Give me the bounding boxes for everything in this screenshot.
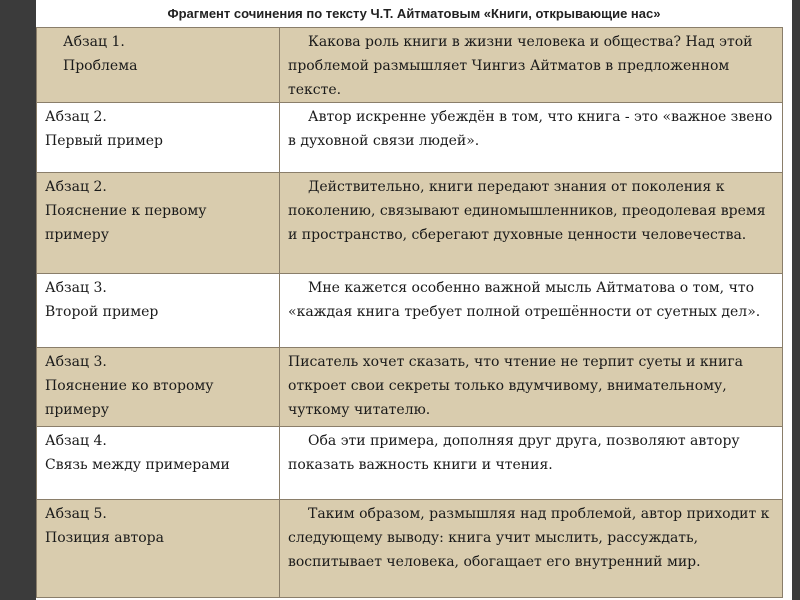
row-label-role: Пояснение к первому примеру [45,203,207,243]
row-text: Действительно, книги передают знания от поколения к поколению, связывают единомышленников, преодолевая время и пространство, сберегают духовные ценности человечества. [288,179,766,243]
table-row-paragraph-2-example [37,103,783,173]
table-row-paragraph-5 [37,500,783,598]
row-text-cell [280,427,783,500]
row-label-paragraph: Абзац 2. [45,109,107,125]
row-label-cell [37,274,280,348]
row-label-role: Связь между примерами [45,457,230,473]
slide-title: Фрагмент сочинения по тексту Ч.Т. Айтматовым «Книги, открывающие нас» [167,6,661,21]
table-row-paragraph-2-explanation [37,173,783,274]
table-row-paragraph-1 [37,28,783,103]
table-row-paragraph-4 [37,427,783,500]
left-frame-bar [0,0,36,600]
row-text: Таким образом, размышляя над проблемой, автор приходит к следующему выводу: книга учит мыслить, рассуждать, воспитывает человека, обогащает его внутренний мир. [288,506,770,570]
row-label-role: Позиция автора [45,530,164,546]
row-label-role: Проблема [63,58,138,74]
essay-structure-table [36,27,783,598]
row-label-cell [37,28,280,103]
table-row-paragraph-3-example [37,274,783,348]
row-text-cell [280,274,783,348]
row-label-paragraph: Абзац 3. [45,280,107,296]
row-text: Мне кажется особенно важной мысль Айтматова о том, что «каждая книга требует полной отрешённости от суетных дел». [288,280,761,320]
row-label-paragraph: Абзац 2. [45,179,107,195]
row-text-cell [280,500,783,598]
row-label-role: Второй пример [45,304,159,320]
row-label-cell [37,348,280,427]
row-text-cell [280,173,783,274]
row-label-paragraph: Абзац 5. [45,506,107,522]
row-text: Какова роль книги в жизни человека и общества? Над этой проблемой размышляет Чингиз Айтматов в предложенном тексте. [288,34,753,98]
row-label-cell [37,500,280,598]
row-label-paragraph: Абзац 4. [45,433,107,449]
row-label-cell [37,427,280,500]
row-label-paragraph: Абзац 1. [63,34,125,50]
row-text-cell [280,103,783,173]
row-text: Оба эти примера, дополняя друг друга, позволяют автору показать важность книги и чтения. [288,433,740,473]
row-label-cell [37,103,280,173]
row-label-paragraph: Абзац 3. [45,354,107,370]
right-frame-bar [792,0,800,600]
row-label-role: Первый пример [45,133,164,149]
row-label-cell [37,173,280,274]
row-text: Автор искренне убеждён в том, что книга - это «важное звено в духовной связи людей». [288,109,773,149]
row-text: Писатель хочет сказать, что чтение не терпит суеты и книга откроет свои секреты только вдумчивому, внимательному, чуткому читателю. [288,354,744,418]
row-text-cell [280,348,783,427]
row-label-role: Пояснение ко второму примеру [45,378,214,418]
table-row-paragraph-3-explanation [37,348,783,427]
row-text-cell [280,28,783,103]
